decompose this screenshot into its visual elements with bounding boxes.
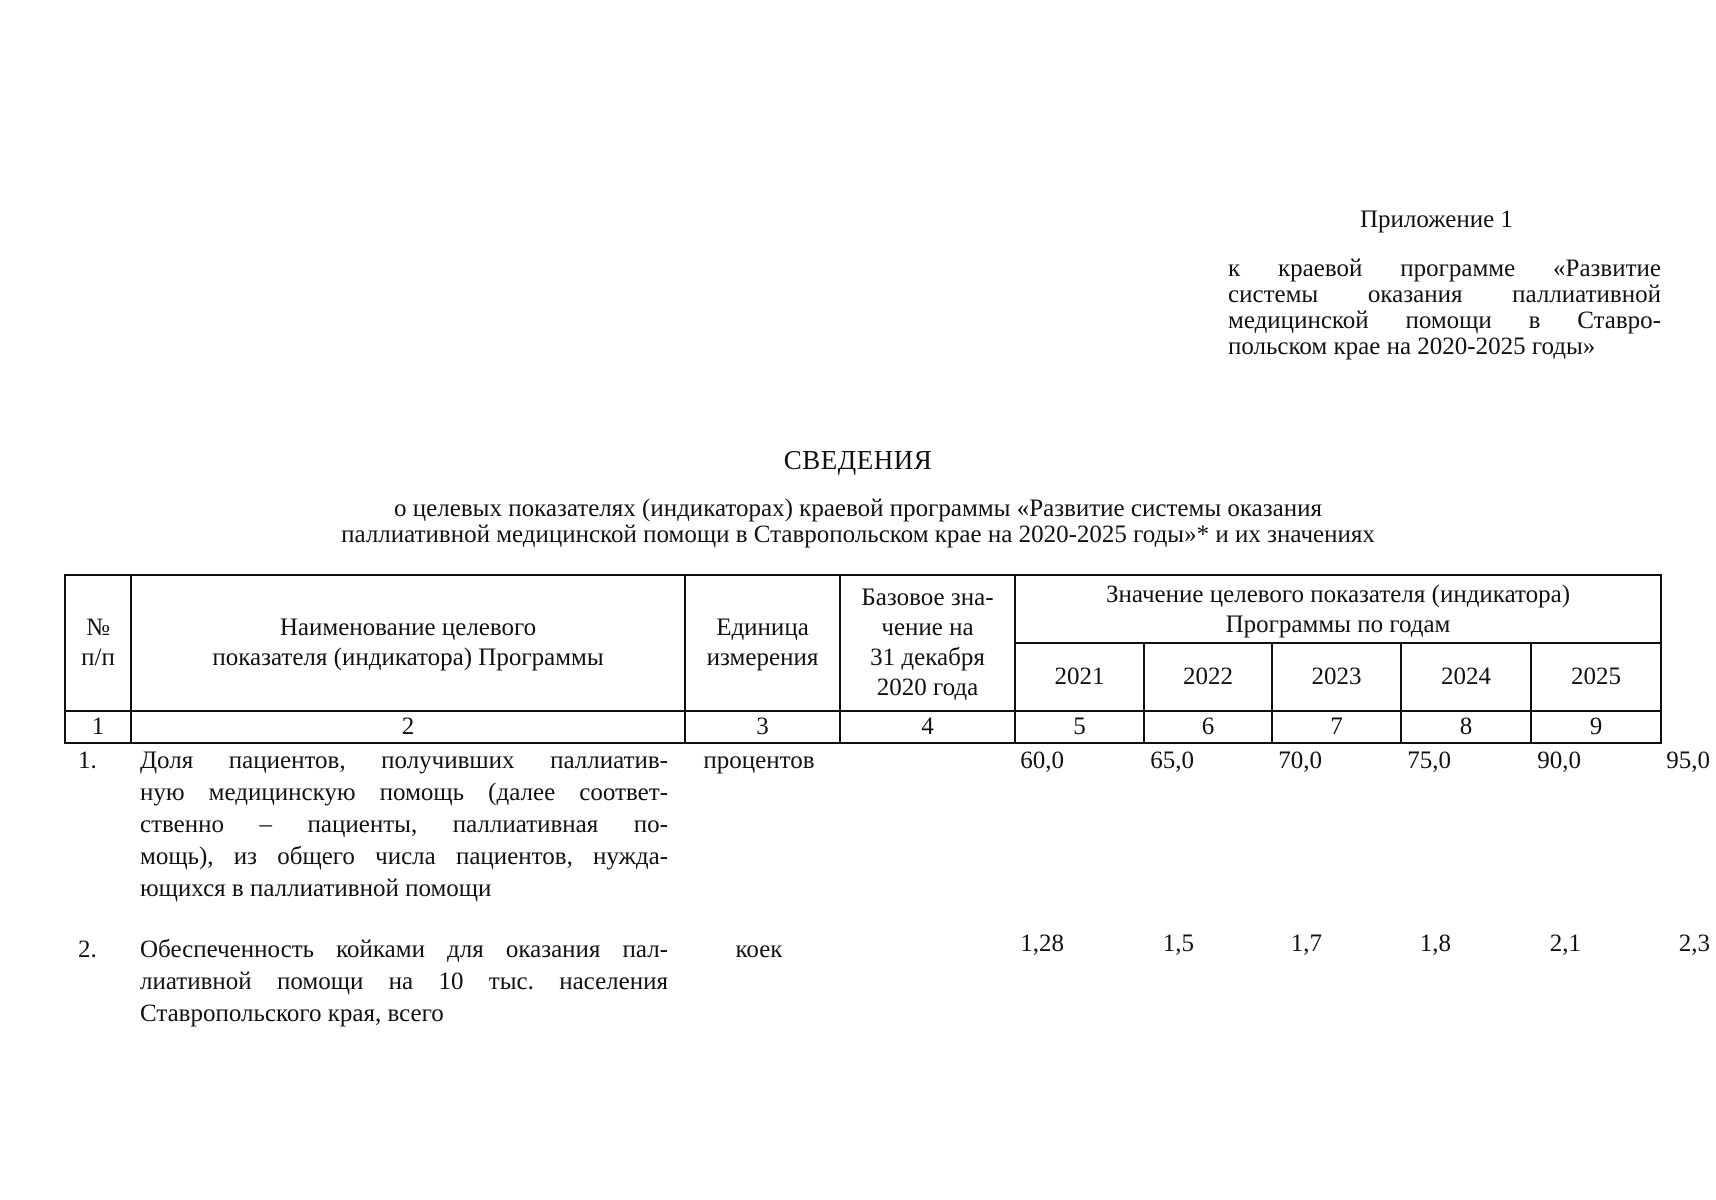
header-year: 2024 — [1401, 643, 1531, 711]
column-number: 4 — [840, 711, 1015, 743]
document-heading: СВЕДЕНИЯ — [783, 445, 933, 475]
header-base-line: Базовое зна- — [861, 584, 994, 611]
header-num-line: п/п — [81, 644, 115, 671]
header-name-line: Наименование целевого — [279, 614, 537, 641]
subheading-line: паллиативной медицинской помощи в Ставропольском крае на 2020-2025 годы»* и их значениях — [341, 521, 1375, 548]
header-year: 2025 — [1531, 643, 1661, 711]
header-years-group — [1015, 575, 1661, 643]
column-number: 1 — [65, 711, 131, 743]
row-name-line: лиативной помощи на 10 тыс. населения — [140, 968, 668, 995]
row-value-2025: 95,0 — [1666, 747, 1710, 774]
header-years-group-line: Значение целевого показателя (индикатора) — [1105, 581, 1571, 608]
appendix-title: Приложение 1 — [1360, 206, 1513, 233]
header-base-line: 2020 года — [876, 674, 979, 701]
column-number: 6 — [1144, 711, 1272, 743]
header-unit-line: измерения — [706, 644, 819, 671]
header-year: 2021 — [1015, 643, 1144, 711]
row-unit: процентов — [703, 747, 815, 774]
row-value-2022: 1,7 — [1290, 930, 1322, 957]
header-name — [131, 575, 685, 711]
row-value-2021: 1,5 — [1162, 930, 1194, 957]
header-unit — [685, 575, 840, 711]
header-base-line: 31 декабря — [870, 644, 985, 671]
indicators-header-table — [64, 574, 1662, 744]
column-number: 3 — [685, 711, 840, 743]
row-value-2023: 1,8 — [1419, 930, 1451, 957]
subheading-line: о целевых показателях (индикаторах) краевой программы «Развитие системы оказания — [394, 495, 1322, 522]
row-value-2023: 75,0 — [1407, 747, 1451, 774]
row-name-line: Ставропольского края, всего — [140, 1000, 444, 1027]
row-name-line: Доля пациентов, получивших паллиатив- — [140, 747, 668, 774]
row-name-line: мощь), из общего числа пациентов, нужда- — [140, 843, 668, 870]
header-year: 2022 — [1144, 643, 1272, 711]
appendix-note-line: польском крае на 2020-2025 годы» — [1228, 333, 1596, 360]
document-subheading — [200, 496, 1516, 548]
column-number: 8 — [1401, 711, 1531, 743]
appendix-note-line: к краевой программе «Развитие — [1228, 255, 1661, 282]
row-value-2024: 2,1 — [1549, 930, 1581, 957]
column-number: 5 — [1015, 711, 1144, 743]
row-value-base: 1,28 — [1020, 930, 1064, 957]
row-value-2022: 70,0 — [1278, 747, 1322, 774]
row-name-line: ющихся в паллиативной помощи — [140, 875, 492, 902]
appendix-note — [1228, 256, 1661, 360]
appendix-note-line: медицинской помощи в Ставро- — [1228, 307, 1661, 334]
header-num — [65, 575, 131, 711]
row-indicator-name — [140, 934, 668, 1030]
appendix-note-line: системы оказания паллиативной — [1228, 281, 1661, 308]
row-value-2024: 90,0 — [1537, 747, 1581, 774]
row-name-line: ственно – пациенты, паллиативная по- — [140, 811, 668, 838]
header-name-line: показателя (индикатора) Программы — [212, 644, 604, 671]
row-value-2025: 2,3 — [1678, 930, 1710, 957]
header-years-group-line: Программы по годам — [1225, 611, 1451, 638]
row-unit: коек — [735, 936, 783, 963]
row-value-2021: 65,0 — [1150, 747, 1194, 774]
header-year: 2023 — [1272, 643, 1401, 711]
column-number: 7 — [1272, 711, 1401, 743]
header-base — [840, 575, 1015, 711]
row-value-base: 60,0 — [1020, 747, 1064, 774]
column-number: 9 — [1531, 711, 1661, 743]
header-num-line: № — [86, 614, 110, 641]
column-number: 2 — [131, 711, 685, 743]
header-unit-line: Единица — [716, 614, 809, 641]
row-number: 2. — [78, 936, 97, 963]
row-indicator-name — [140, 745, 668, 905]
row-number: 1. — [78, 747, 97, 774]
row-name-line: ную медицинскую помощь (далее соответ- — [140, 779, 668, 806]
header-base-line: чение на — [881, 614, 974, 641]
row-name-line: Обеспеченность койками для оказания пал- — [140, 936, 668, 963]
